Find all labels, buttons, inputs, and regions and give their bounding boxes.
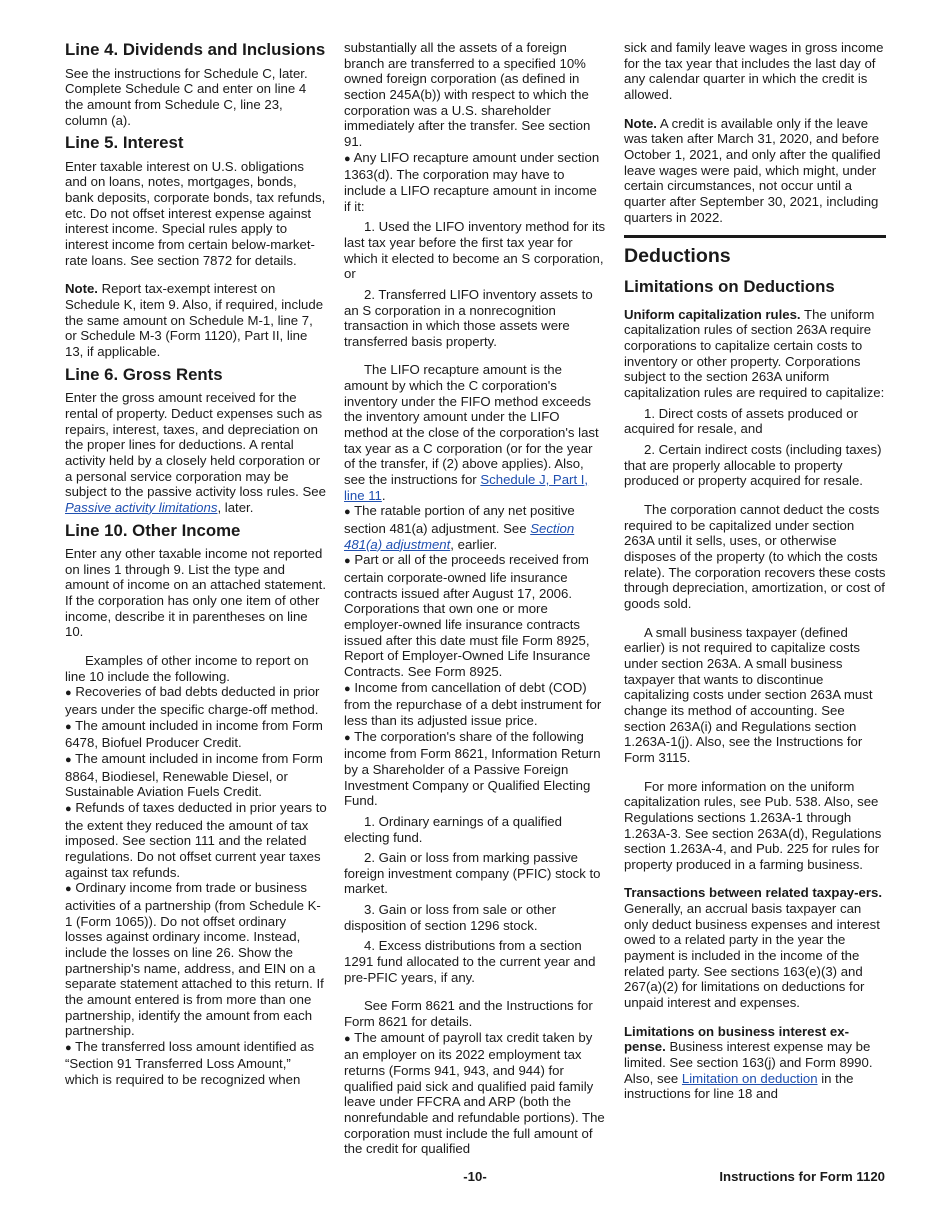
numbered-item: 2. Transferred LIFO inventory assets to an S corporation in a nonrecognition transaction in which those assets were transferred basis property. — [344, 286, 593, 349]
cannot-deduct-text: The corporation cannot deduct the costs required to be capitalized under section 263A until it sells, uses, or otherwise disposes of the property (to which the costs relate). The corporation recovers these costs through depreciation, amortization, or cost of goods sold. — [624, 502, 886, 611]
page-number: -10- — [463, 1169, 487, 1184]
column-left — [65, 40, 327, 1088]
related-party-text: Generally, an accrual basis taxpayer can only deduct business expenses and interest owed to a related party in the year the payment is included in the income of the related party. See sections 163(e)(3) and 267(a)(2) for limitations on deductions for unpaid interest and expenses. — [624, 901, 880, 1011]
schedule-j-link[interactable]: Schedule J, Part I, line 11 — [344, 472, 589, 503]
numbered-item: 2. Certain indirect costs (including taxes) that are properly allocable to property produced or property acquired for resale. — [624, 442, 882, 489]
interest-limit-label: Limitations on business interest ex-pense. — [624, 1023, 849, 1055]
list-item-text: The amount of payroll tax credit taken by an employer on its 2022 employment tax returns (Forms 941, 943, and 944) for qualified paid sick and qualified paid family leave under FFCRA and ARP (both the nonrefundable and refundable portions). The corporation must include the full amount of the credit for qualified — [344, 1029, 605, 1157]
lifo-recapture-text — [344, 362, 606, 503]
note-label: Note. — [624, 115, 657, 131]
credit-note — [624, 116, 886, 226]
list-item: ● Part or all of the proceeds received from certain corporate-owned life insurance contracts issued after August 17, 2006. Corporations that own one or more employer-owned life insurance contracts issued after this date must file Form 8925, Report of Employer-Owned Life Insurance Contracts. See Form 8925. — [344, 552, 591, 679]
line4-heading: Line 4. Dividends and Inclusions — [65, 40, 326, 59]
numbered-item: 3. Gain or loss from sale or other disposition of section 1296 stock. — [344, 902, 557, 933]
line5-note — [65, 281, 327, 359]
line6-heading: Line 6. Gross Rents — [65, 364, 223, 384]
list-item-text: The corporation's share of the following income from Form 8621, Information Return by a Shareholder of a Passive Foreign Investment Company or Qualified Electing Fund. — [344, 728, 601, 809]
list-item-text: The transferred loss amount identified as “Section 91 Transferred Loss Amount,” which is required to be recognized when — [65, 1038, 315, 1088]
line5-heading: Line 5. Interest — [65, 133, 184, 153]
line4-text: See the instructions for Schedule C, later. Complete Schedule C and enter on line 4 the amount from Schedule C, line 23, column (a). — [65, 65, 308, 128]
numbered-item: 1. Direct costs of assets produced or acquired for resale, and — [624, 405, 859, 437]
deductions-heading: Deductions — [624, 245, 731, 268]
interest-limit-paragraph — [624, 1024, 886, 1102]
section-481a-link[interactable]: Section 481(a) adjustment — [344, 521, 575, 552]
list-item: ● Income from cancellation of debt (COD) from the repurchase of a debt instrument for less than its adjusted issue price. — [344, 679, 602, 728]
list-item: ● Recoveries of bad debts deducted in prior years under the specific charge-off method. — [65, 684, 320, 718]
form-title-footer: Instructions for Form 1120 — [719, 1169, 885, 1184]
numbered-item: 1. Used the LIFO inventory method for its last tax year before the first tax year for which it elected to become an S corporation, or — [344, 219, 606, 282]
list-item: ● The amount included in income from Form 6478, Biofuel Producer Credit. — [65, 717, 323, 751]
interest-limit-tail: in the instructions for line 18 and — [624, 1070, 854, 1102]
lifo-recapture-tail: . — [381, 487, 386, 503]
list-item: ● Refunds of taxes deducted in prior years to the extent they reduced the amount of tax imposed. See section 111 and the related regulations. Do not offset current year taxes against tax refunds. — [65, 799, 327, 880]
line5-text: Enter taxable interest on U.S. obligations and on loans, notes, mortgages, bonds, bank deposits, corporate bonds, tax refunds, etc. Do not offset interest expense against interest income. Special rules apply to interest income from certain below-market-rate loans. See section 7872 for details. — [65, 158, 326, 268]
unicap-paragraph — [624, 307, 886, 401]
note-text: Report tax-exempt interest on Schedule K, item 9. Also, if required, include the same amount on Schedule M-1, line 7, or Schedule M-3 (Form 1120), Part II, line 13, if applicable. — [65, 281, 324, 360]
line6-text-body: Enter the gross amount received for the rental of property. Deduct expenses such as repairs, interest, taxes, and depreciation on the proper lines for deductions. A rental activity held by a closely held corporation or a personal service corporation may be subject to the passive activity loss rules. See — [65, 390, 326, 500]
list-item-tail: , earlier. — [450, 536, 498, 552]
related-party-paragraph — [624, 885, 886, 1010]
list-item: ● Any LIFO recapture amount under section 1363(d). The corporation may have to include a LIFO recapture amount in income if it: — [344, 149, 600, 214]
numbered-item: 2. Gain or loss from marking passive foreign investment company (PFIC) stock to market. — [344, 850, 601, 897]
see-8621-text: See Form 8621 and the Instructions for Form 8621 for details. — [344, 998, 593, 1030]
limitation-on-deduction-link[interactable]: Limitation on deduction — [681, 1070, 818, 1086]
unicap-label: Uniform capitalization rules. — [624, 306, 801, 322]
line10-text: Enter any other taxable income not reported on lines 1 through 9. List the type and amount of income on an attached statement. If the corporation has only one item of other income, describe it in parentheses on line 10. — [65, 546, 326, 640]
list-item-text: Ordinary income from trade or business activities of a partnership (from Schedule K-1 (Form 1065)). Do not offset ordinary losses against ordinary income. Instead, include the losses on line 26. Show the partnership's name, address, and EIN on a separate statement attached to this return. If the amount entered is from more than one partnership, identify the amount from each partnership. — [65, 880, 324, 1039]
section-divider — [624, 235, 886, 238]
list-item-text: The ratable portion of any net positive section 481(a) adjustment. See — [344, 503, 575, 537]
list-item-text: The amount included in income from Form 8864, Biodiesel, Renewable Diesel, or Sustainable Aviation Fuels Credit. — [65, 751, 323, 800]
related-party-label: Transactions between related taxpay-ers. — [624, 885, 882, 901]
more-info-text: For more information on the uniform capitalization rules, see Pub. 538. Also, see Regulations sections 1.263A-1 through 1.263A-3. See section 263A(d), Regulations section 1.263A-4, and Pub. 225 for rules for property produced in a farming business. — [624, 778, 882, 872]
note-label: Note. — [65, 281, 98, 297]
continued-text: substantially all the assets of a foreign branch are transferred to a specified 10% owned foreign corporation (as defined in section 245A(b)) with respect to which the corporation was a U.S. shareholder immediately after the transfer. See section 91. — [344, 40, 591, 149]
list-item-text: Part or all of the proceeds received from certain corporate-owned life insurance contracts issued after August 17, 2006. Corporations that own one or more employer-owned life insurance contracts issued after this date must file Form 8925, Report of Employer-Owned Life Insurance Contracts. See Form 8925. — [344, 552, 591, 679]
list-item-text: Refunds of taxes deducted in prior years to the extent they reduced the amount of tax imposed. See section 111 and the related regulations. Do not offset current year taxes against tax refunds. — [65, 799, 327, 880]
numbered-item: 4. Excess distributions from a section 1291 fund allocated to the current year and pre-PFIC years, if any. — [344, 938, 596, 985]
list-item: ● The amount of payroll tax credit taken by an employer on its 2022 employment tax returns (Forms 941, 943, and 944) for qualified paid sick and qualified paid family leave under FFCRA and ARP (both the nonrefundable and refundable portions). The corporation must include the full amount of the credit for qualified — [344, 1029, 605, 1157]
list-item: ● The transferred loss amount identified as “Section 91 Transferred Loss Amount,” which is required to be recognized when — [65, 1038, 315, 1088]
line10-heading: Line 10. Other Income — [65, 520, 241, 540]
list-item: ● Ordinary income from trade or business activities of a partnership (from Schedule K-1 (Form 1065)). Do not offset ordinary losses against ordinary income. Instead, include the losses on line 26. Show the partnership's name, address, and EIN on a separate statement attached to this return. If the amount entered is from more than one partnership, identify the amount from each partnership. — [65, 880, 324, 1039]
list-item-text: Income from cancellation of debt (COD) from the repurchase of a debt instrument for less than its adjusted issue price. — [344, 679, 602, 728]
list-item-text: Any LIFO recapture amount under section 1363(d). The corporation may have to include a LIFO recapture amount in income if it: — [344, 149, 600, 214]
list-item: ● The amount included in income from Form 8864, Biodiesel, Renewable Diesel, or Sustainable Aviation Fuels Credit. — [65, 751, 323, 800]
list-item: ● The ratable portion of any net positive section 481(a) adjustment. See Section 481(a) adjustment, earlier. — [344, 503, 575, 552]
note-text: A credit is available only if the leave was taken after March 31, 2020, and before October 1, 2021, and only after the qualified leave wages were paid, which might, under certain circumstances, not occur until a quarter after September 30, 2021, including quarters in 2022. — [624, 115, 881, 225]
passive-activity-link[interactable]: Passive activity limitations — [65, 499, 218, 515]
list-item: ● The corporation's share of the following income from Form 8621, Information Return by a Shareholder of a Passive Foreign Investment Company or Qualified Electing Fund. — [344, 728, 601, 809]
interest-limit-text: Business interest expense may be limited. See section 163(j) and Form 8990. Also, see — [624, 1039, 873, 1086]
small-business-text: A small business taxpayer (defined earlier) is not required to capitalize costs under section 263A. A small business taxpayer that wants to discontinue capitalizing costs under section 263A must change its method of accounting. See section 263A(i) and Regulations section 1.263A-1(j). Also, see the Instructions for Form 3115. — [624, 624, 873, 765]
column-middle — [344, 40, 606, 1157]
column-right — [624, 40, 886, 1102]
examples-intro: Examples of other income to report on line 10 include the following. — [65, 653, 309, 684]
lifo-recapture-body: The LIFO recapture amount is the amount by which the C corporation's inventory under the FIFO method exceeds the inventory amount under the LIFO method at the close of the corporation's last tax year as a C corporation (or for the year of the transfer, if (2) above applies). Also, see the instructions for — [344, 362, 599, 488]
numbered-item: 1. Ordinary earnings of a qualified electing fund. — [344, 813, 562, 845]
line6-text — [65, 390, 327, 515]
unicap-text: The uniform capitalization rules of section 263A require corporations to capitalize certain costs to inventory or other property. Corporations subject to the section 263A uniform capitalization rules are required to capitalize: — [624, 306, 885, 401]
list-item-text: The amount included in income from Form 6478, Biofuel Producer Credit. — [65, 717, 323, 751]
limitations-heading: Limitations on Deductions — [624, 277, 835, 297]
continued-text: sick and family leave wages in gross income for the tax year that includes the last day of any calendar quarter in which the credit is allowed. — [624, 40, 884, 102]
list-item-text: Recoveries of bad debts deducted in prior years under the specific charge-off method. — [65, 684, 320, 718]
line6-text-tail: , later. — [217, 499, 254, 515]
